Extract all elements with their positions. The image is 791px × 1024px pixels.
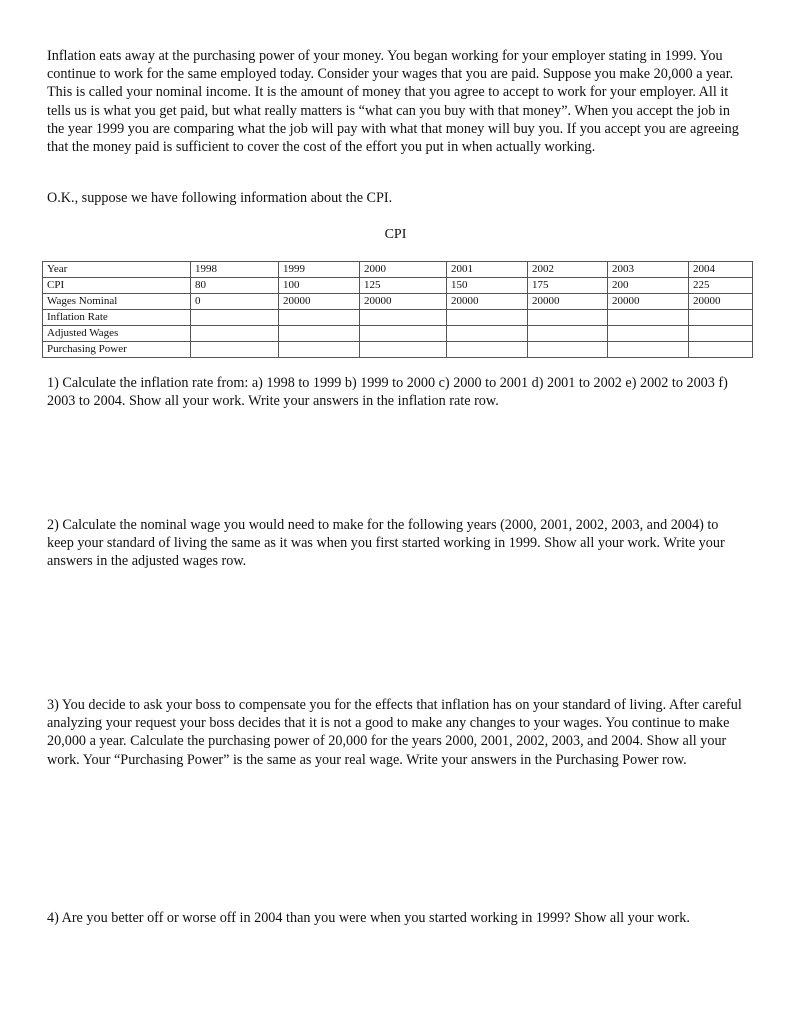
table-cell: 175 bbox=[528, 278, 608, 294]
row-label-cell: Year bbox=[43, 262, 191, 278]
table-cell: 20000 bbox=[447, 294, 528, 310]
table-cell bbox=[191, 326, 279, 342]
table-cell bbox=[689, 310, 753, 326]
table-cell: 1998 bbox=[191, 262, 279, 278]
table-title: CPI bbox=[384, 227, 407, 242]
table-cell: 0 bbox=[191, 294, 279, 310]
intro-paragraph: Inflation eats away at the purchasing power of your money. You began working for your employer stating in 1999. You continue to work for the same employed today. Consider your wages that you are paid. Suppose you make 20,000 a year. This is called your nominal income. It is the amount of money that you agree to accept to work for your employer. All it tells us is what you get paid, but what really matters is “what can you buy with that money”. When you accept the job in the year 1999 you are comparing what the job will pay with what that money will buy you. If you accept you are agreeing that the money paid is sufficient to cover the cost of the effort you put in when actually working. bbox=[47, 48, 739, 156]
table-cell: 1999 bbox=[279, 262, 360, 278]
table-cell bbox=[608, 326, 689, 342]
table-cell bbox=[447, 310, 528, 326]
question-3: 3) You decide to ask your boss to compensate you for the effects that inflation has on your standard of living. After careful analyzing your request your boss decides that it is not a good to make any changes to your wages. You continue to make 20,000 a year. Calculate the purchasing power of 20,000 for the years 2000, 2001, 2002, 2003, and 2004. Show all your work. Your “Purchasing Power” is the same as your real wage. Write your answers in the Purchasing Power row. bbox=[47, 697, 742, 768]
table-cell bbox=[279, 326, 360, 342]
table-cell bbox=[360, 326, 447, 342]
cpi-intro-line: O.K., suppose we have following information about the CPI. bbox=[47, 190, 393, 206]
question-2: 2) Calculate the nominal wage you would need to make for the following years (2000, 2001, 2002, 2003, and 2004) to keep your standard of living the same as it was when you first started working in 1999. Show all your work. Write your answers in the adjusted wages row. bbox=[47, 517, 725, 570]
table-cell: 20000 bbox=[689, 294, 753, 310]
table-cell: 100 bbox=[279, 278, 360, 294]
table-cell: 2001 bbox=[447, 262, 528, 278]
table-cell bbox=[608, 342, 689, 358]
cpi-table bbox=[42, 261, 753, 358]
question-1: 1) Calculate the inflation rate from: a) 1998 to 1999 b) 1999 to 2000 c) 2000 to 2001 d) 2001 to 2002 e) 2002 to 2003 f) 2003 to 2004. Show all your work. Write your answers in the inflation rate row. bbox=[47, 375, 728, 410]
table-cell bbox=[447, 342, 528, 358]
table-cell: 225 bbox=[689, 278, 753, 294]
adjusted-wages-row bbox=[43, 326, 753, 342]
table-cell bbox=[279, 310, 360, 326]
table-cell bbox=[528, 326, 608, 342]
wages-nominal-row bbox=[43, 294, 753, 310]
purchasing-power-row bbox=[43, 342, 753, 358]
table-cell bbox=[689, 326, 753, 342]
table-cell bbox=[608, 310, 689, 326]
inflation-rate-row bbox=[43, 310, 753, 326]
row-label-cell: Purchasing Power bbox=[43, 342, 191, 358]
table-cell: 20000 bbox=[528, 294, 608, 310]
row-label-cell: Inflation Rate bbox=[43, 310, 191, 326]
table-cell bbox=[528, 342, 608, 358]
table-cell bbox=[360, 310, 447, 326]
question-4: 4) Are you better off or worse off in 2004 than you were when you started working in 1999? Show all your work. bbox=[47, 910, 690, 926]
table-cell: 200 bbox=[608, 278, 689, 294]
table-cell bbox=[279, 342, 360, 358]
table-cell: 20000 bbox=[360, 294, 447, 310]
table-cell: 2000 bbox=[360, 262, 447, 278]
table-cell bbox=[447, 326, 528, 342]
table-cell: 80 bbox=[191, 278, 279, 294]
table-cell: 2003 bbox=[608, 262, 689, 278]
table-cell bbox=[360, 342, 447, 358]
table-cell bbox=[689, 342, 753, 358]
table-cell bbox=[528, 310, 608, 326]
table-cell: 125 bbox=[360, 278, 447, 294]
year-row bbox=[43, 262, 753, 278]
row-label-cell: CPI bbox=[43, 278, 191, 294]
table-cell: 20000 bbox=[608, 294, 689, 310]
table-cell bbox=[191, 310, 279, 326]
row-label-cell: Wages Nominal bbox=[43, 294, 191, 310]
row-label-cell: Adjusted Wages bbox=[43, 326, 191, 342]
table-cell bbox=[191, 342, 279, 358]
table-cell: 2004 bbox=[689, 262, 753, 278]
table-cell: 150 bbox=[447, 278, 528, 294]
table-cell: 2002 bbox=[528, 262, 608, 278]
cpi-row bbox=[43, 278, 753, 294]
table-cell: 20000 bbox=[279, 294, 360, 310]
